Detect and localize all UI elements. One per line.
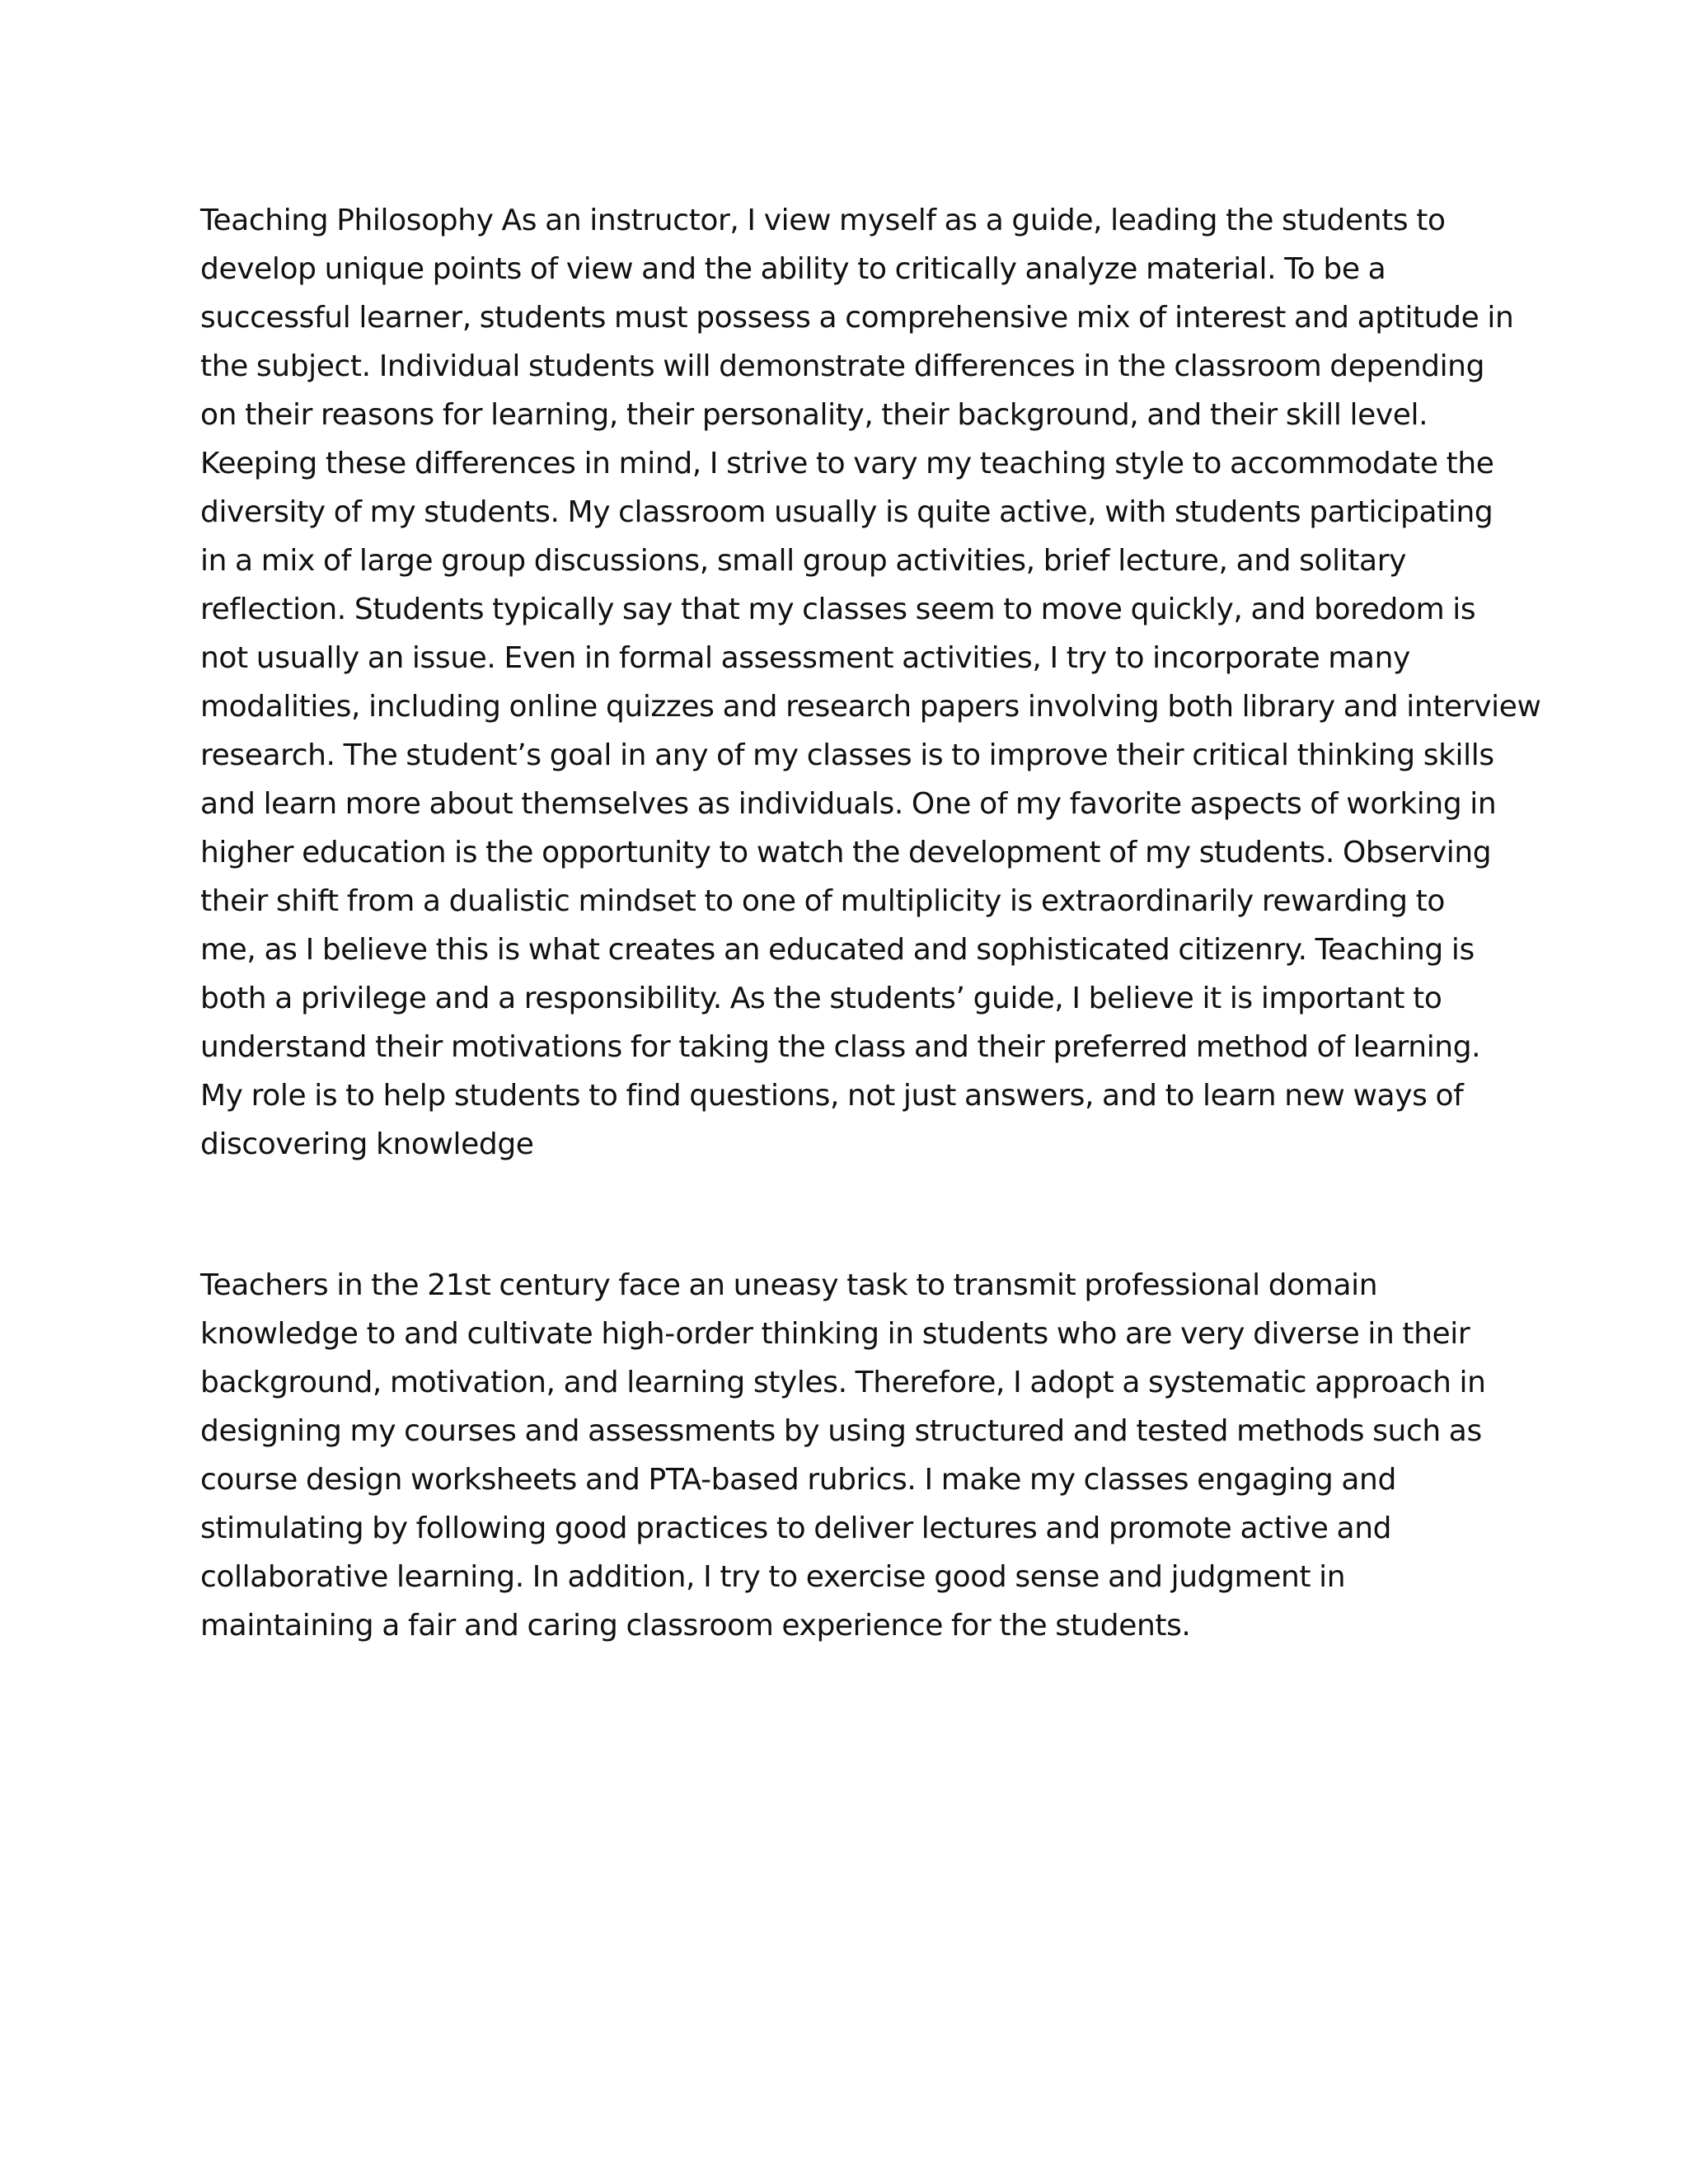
text-line: me, as I believe this is what creates an educated and sophisticated citizenry. Teaching is	[200, 933, 1475, 967]
text-line: Teachers in the 21st century face an uneasy task to transmit professional domain	[200, 1268, 1378, 1302]
text-line: maintaining a fair and caring classroom experience for the students.	[200, 1609, 1191, 1643]
text-line: and learn more about themselves as individuals. One of my favorite aspects of working in	[200, 787, 1497, 821]
text-line: stimulating by following good practices to deliver lectures and promote active and	[200, 1511, 1392, 1545]
text-line: course design worksheets and PTA-based rubrics. I make my classes engaging and	[200, 1463, 1396, 1497]
text-line: knowledge to and cultivate high-order thinking in students who are very diverse in their	[200, 1317, 1470, 1351]
text-line: collaborative learning. In addition, I try to exercise good sense and judgment in	[200, 1560, 1346, 1594]
teaching-philosophy-paragraph	[200, 196, 1541, 1169]
text-line: not usually an issue. Even in formal assessment activities, I try to incorporate many	[200, 641, 1410, 675]
text-line: research. The student’s goal in any of my classes is to improve their critical thinking skills	[200, 738, 1494, 772]
text-line: Teaching Philosophy As an instructor, I view myself as a guide, leading the students to	[200, 204, 1446, 237]
text-line: successful learner, students must possess a comprehensive mix of interest and aptitude in	[200, 301, 1514, 335]
text-line: My role is to help students to find questions, not just answers, and to learn new ways of	[200, 1079, 1464, 1113]
text-line: discovering knowledge	[200, 1127, 534, 1161]
teaching-approach-paragraph	[200, 1261, 1503, 1650]
text-line: background, motivation, and learning styles. Therefore, I adopt a systematic approach in	[200, 1366, 1486, 1399]
text-line: in a mix of large group discussions, small group activities, brief lecture, and solitary	[200, 544, 1407, 578]
text-line: Keeping these differences in mind, I strive to vary my teaching style to accommodate the	[200, 447, 1494, 480]
text-line: higher education is the opportunity to watch the development of my students. Observing	[200, 836, 1492, 869]
text-line: diversity of my students. My classroom usually is quite active, with students participating	[200, 495, 1493, 529]
text-line: develop unique points of view and the ability to critically analyze material. To be a	[200, 252, 1386, 286]
text-line: understand their motivations for taking the class and their preferred method of learning.	[200, 1030, 1481, 1064]
text-line: the subject. Individual students will demonstrate differences in the classroom depending	[200, 349, 1485, 383]
text-line: their shift from a dualistic mindset to one of multiplicity is extraordinarily rewarding to	[200, 884, 1445, 918]
text-line: both a privilege and a responsibility. As the students’ guide, I believe it is important to	[200, 982, 1442, 1015]
text-line: on their reasons for learning, their personality, their background, and their skill level.	[200, 398, 1428, 432]
text-line: modalities, including online quizzes and research papers involving both library and interview	[200, 690, 1541, 724]
text-line: reflection. Students typically say that my classes seem to move quickly, and boredom is	[200, 593, 1476, 626]
text-line: designing my courses and assessments by using structured and tested methods such as	[200, 1414, 1482, 1448]
